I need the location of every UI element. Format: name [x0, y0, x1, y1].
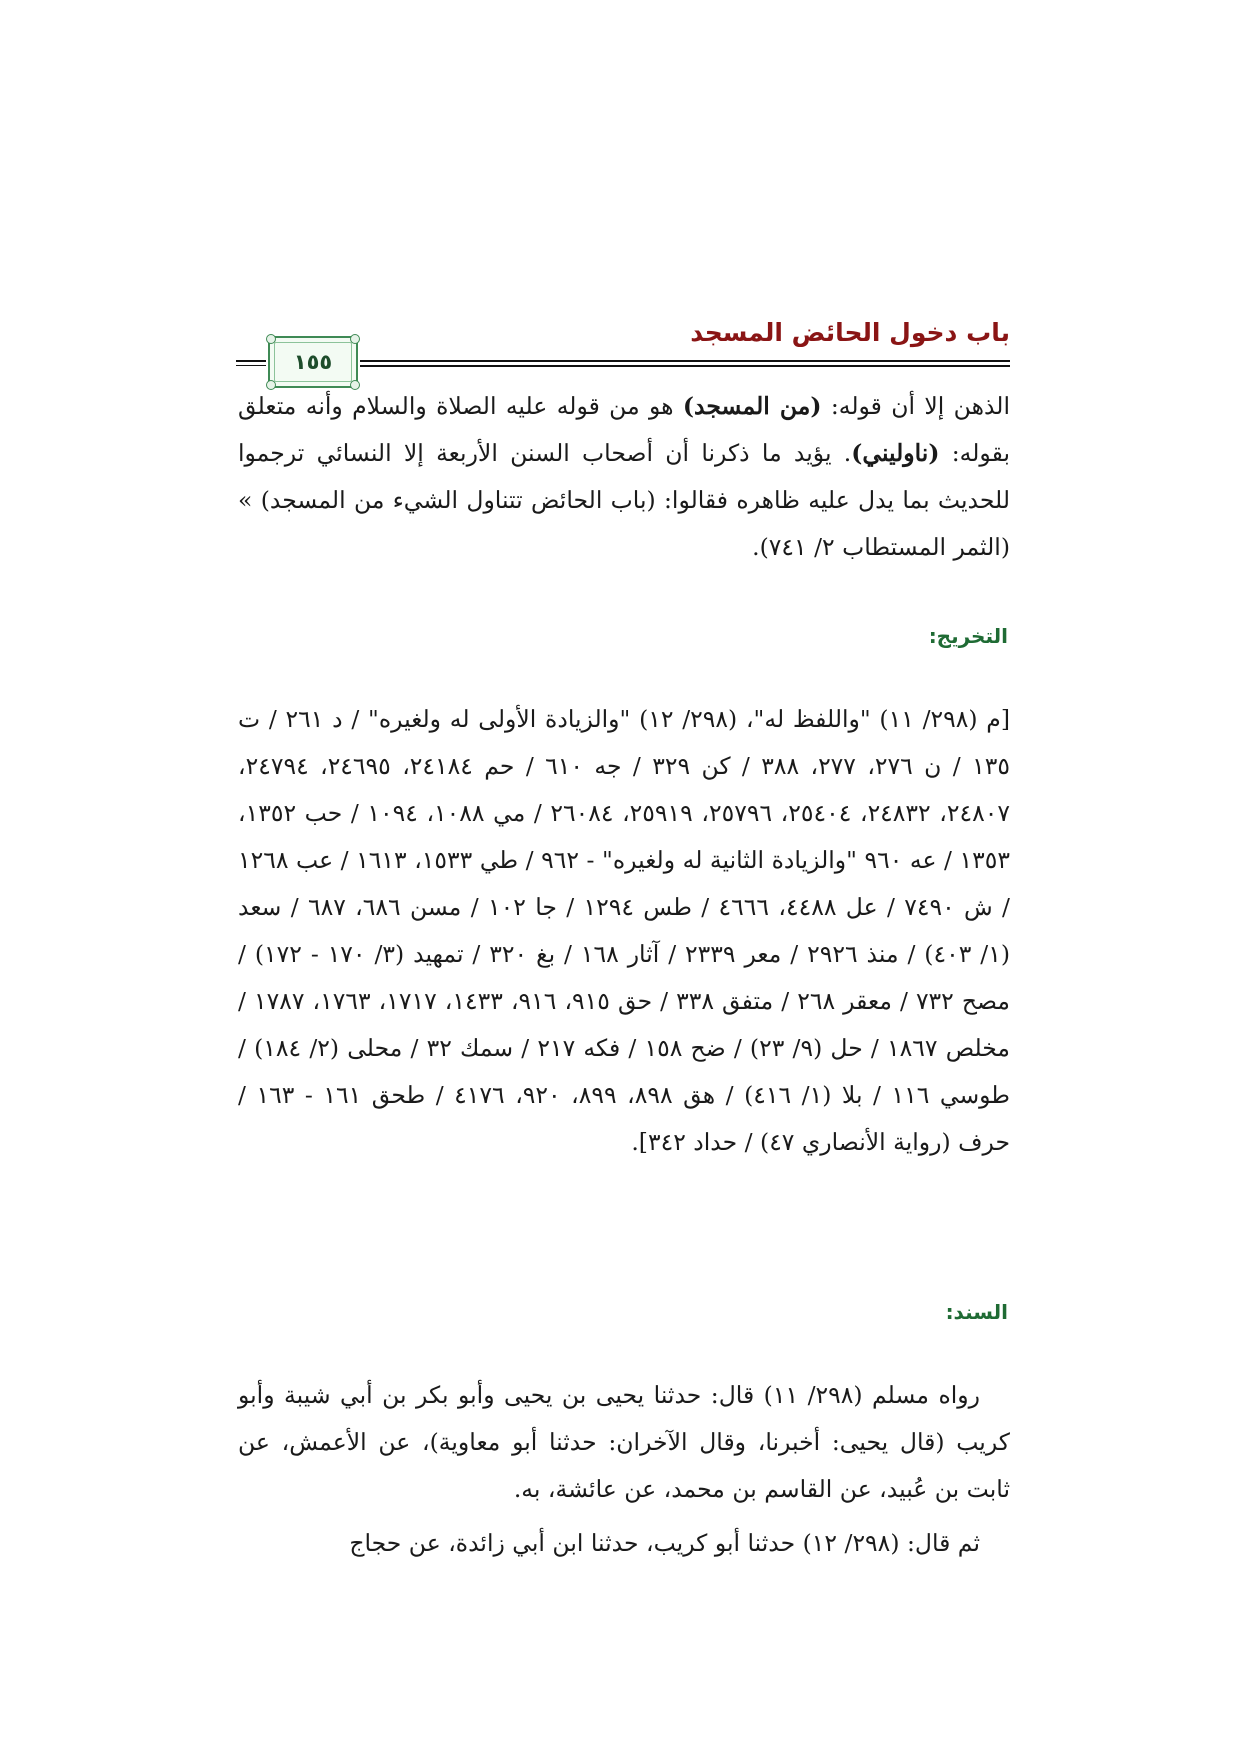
takhrij-paragraph	[238, 696, 1010, 1166]
commentary-text: هو من قوله عليه الصلاة والسلام وأنه متعلق بقوله:	[238, 392, 1010, 467]
page-number: ١٥٥	[293, 350, 333, 374]
commentary-text: الذهن إلا أن قوله:	[821, 392, 1010, 420]
sanad-text: رواه مسلم (٢٩٨/ ١١) قال: حدثنا يحيى بن يحيى وأبو بكر بن أبي شيبة وأبو كريب (قال يحيى: أخبرنا، وقال الآخران: حدثنا أبو معاوية)، عن الأعمش، عن ثابت بن عُبيد، عن القاسم بن محمد، عن عائشة، به.	[238, 1381, 1010, 1503]
frame-ornament-icon	[266, 334, 276, 344]
commentary-paragraph	[238, 383, 1010, 571]
sanad-paragraph	[238, 1372, 1010, 1513]
page-number-frame	[268, 336, 358, 388]
chapter-title: باب دخول الحائض المسجد	[690, 318, 1010, 347]
takhrij-text: [م (٢٩٨/ ١١) "واللفظ له"، (٢٩٨/ ١٢) "والزيادة الأولى له ولغيره" / د ٢٦١ / ت ١٣٥ / ن ٢٧٦، ٢٧٧، ٣٨٨ / كن ٣٢٩ / جه ٦١٠ / حم ٢٤١٨٤، ٢٤٦٩٥، ٢٤٧٩٤، ٢٤٨٠٧، ٢٤٨٣٢، ٢٥٤٠٤، ٢٥٧٩٦، ٢٥٩١٩، ٢٦٠٨٤ / مي ١٠٨٨، ١٠٩٤ / حب ١٣٥٢، ١٣٥٣ / عه ٩٦٠ "والزيادة الثانية له ولغيره" - ٩٦٢ / طي ١٥٣٣، ١٦١٣ / عب ١٢٦٨ / ش ٧٤٩٠ / عل ٤٤٨٨، ٤٦٦٦ / طس ١٢٩٤ / جا ١٠٢ / مسن ٦٨٦، ٦٨٧ / سعد (١/ ٤٠٣) / منذ ٢٩٢٦ / معر ٢٣٣٩ / آثار ١٦٨ / بغ ٣٢٠ / تمهيد (٣/ ١٧٠ - ١٧٢) / مصح ٧٣٢ / معقر ٢٦٨ / متفق ٣٣٨ / حق ٩١٥، ٩١٦، ١٤٣٣، ١٧١٧، ١٧٦٣، ١٧٨٧ / مخلص ١٨٦٧ / حل (٩/ ٢٣) / ضح ١٥٨ / فكه ٢١٧ / سمك ٣٢ / محلى (٢/ ١٨٤) / طوسي ١١٦ / بلا (١/ ٤١٦) / هق ٨٩٨، ٨٩٩، ٩٢٠، ٤١٧٦ / طحق ١٦١ - ١٦٣ / حرف (رواية الأنصاري ٤٧) / حداد ٣٤٢].	[238, 705, 1011, 1156]
quoted-phrase: (ناوليني)	[851, 439, 940, 467]
sanad-text: ثم قال: (٢٩٨/ ١٢) حدثنا أبو كريب، حدثنا ابن أبي زائدة، عن حجاج	[349, 1529, 980, 1557]
quoted-phrase: (من المسجد)	[682, 392, 822, 420]
frame-ornament-icon	[350, 334, 360, 344]
sanad-paragraph	[238, 1520, 1010, 1567]
header-rule-short	[236, 360, 266, 366]
takhrij-heading: التخريج:	[928, 624, 1008, 648]
commentary-text: . يؤيد ما ذكرنا أن أصحاب السنن الأربعة إلا النسائي ترجموا للحديث بما يدل عليه ظاهره فقالوا: (باب الحائض تتناول الشيء من المسجد) » (الثمر المستطاب ٢/ ٧٤١).	[238, 439, 1010, 561]
sanad-heading: السند:	[945, 1300, 1008, 1324]
header-rule	[360, 360, 1010, 366]
